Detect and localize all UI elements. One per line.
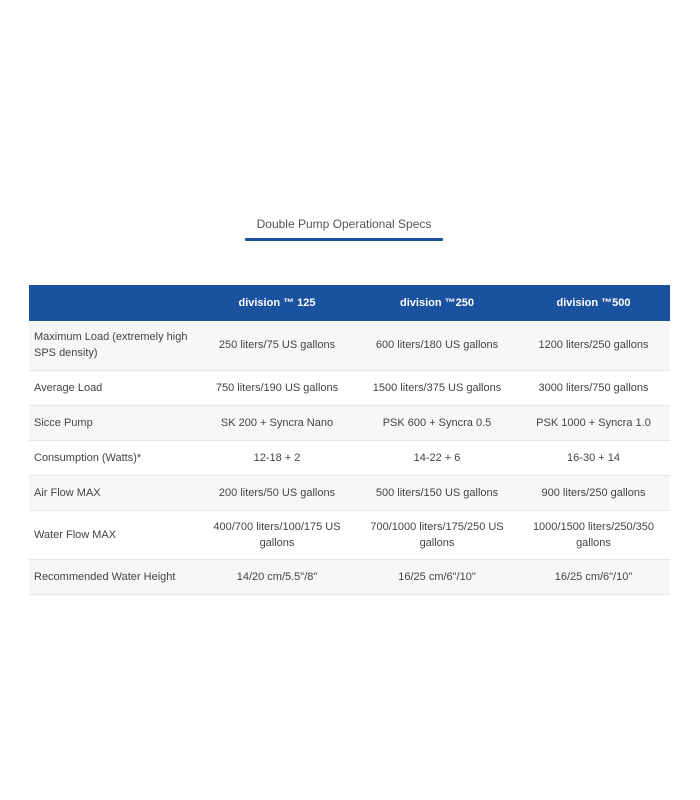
table-row bbox=[29, 510, 670, 559]
table-cell: 1500 liters/375 US gallons bbox=[372, 381, 502, 394]
row-label: Recommended Water Height bbox=[34, 570, 176, 583]
row-label: Average Load bbox=[34, 381, 103, 394]
row-label: Water Flow MAX bbox=[34, 528, 117, 541]
table-cell: 250 liters/75 US gallons bbox=[218, 339, 336, 352]
table-cell: PSK 1000 + Syncra 1.0 bbox=[536, 416, 651, 429]
table-cell: 12-18 + 2 bbox=[253, 451, 301, 464]
active-tab-indicator bbox=[245, 238, 443, 241]
header-division-250: division ™250 bbox=[400, 297, 474, 309]
table-cell: 500 liters/150 US gallons bbox=[375, 486, 499, 499]
header-division-500: division ™500 bbox=[556, 297, 631, 309]
table-cell: 3000 liters/750 gallons bbox=[538, 381, 649, 394]
row-label: Consumption (Watts)* bbox=[34, 451, 142, 464]
table-cell: PSK 600 + Syncra 0.5 bbox=[382, 416, 492, 429]
table-cell: 14/20 cm/5.5"/8" bbox=[236, 570, 318, 583]
row-label: Maximum Load (extremely high SPS density) bbox=[34, 331, 188, 360]
table-row bbox=[29, 440, 670, 475]
row-label: Air Flow MAX bbox=[34, 486, 101, 499]
table-row bbox=[29, 559, 670, 594]
table-cell: 200 liters/50 US gallons bbox=[218, 486, 336, 499]
header-division-125: division ™ 125 bbox=[238, 297, 316, 309]
table-row bbox=[29, 321, 670, 370]
table-row bbox=[29, 475, 670, 510]
table-cell: 1200 liters/250 gallons bbox=[538, 339, 649, 352]
row-label: Sicce Pump bbox=[34, 416, 93, 429]
table-header-row bbox=[29, 285, 670, 321]
table-cell: 900 liters/250 gallons bbox=[541, 486, 646, 499]
table-cell: 16-30 + 14 bbox=[567, 451, 620, 464]
table-cell: SK 200 + Syncra Nano bbox=[220, 416, 334, 429]
table-cell: 16/25 cm/6"/10" bbox=[554, 570, 633, 583]
specs-tab[interactable] bbox=[245, 212, 443, 241]
table-cell: 700/1000 liters/175/250 US gallons bbox=[370, 520, 504, 549]
table-cell: 1000/1500 liters/250/350 gallons bbox=[532, 520, 655, 549]
table-row bbox=[29, 370, 670, 405]
table-cell: 14-22 + 6 bbox=[413, 451, 461, 464]
table-cell: 16/25 cm/6"/10" bbox=[398, 570, 476, 583]
header-cell-empty bbox=[29, 285, 197, 321]
table-cell: 600 liters/180 US gallons bbox=[375, 339, 499, 352]
table-row bbox=[29, 405, 670, 440]
specs-tab-label[interactable]: Double Pump Operational Specs bbox=[256, 217, 432, 231]
specs-table bbox=[29, 285, 670, 595]
table-cell: 750 liters/190 US gallons bbox=[215, 381, 339, 394]
table-cell: 400/700 liters/100/175 US gallons bbox=[213, 520, 341, 549]
